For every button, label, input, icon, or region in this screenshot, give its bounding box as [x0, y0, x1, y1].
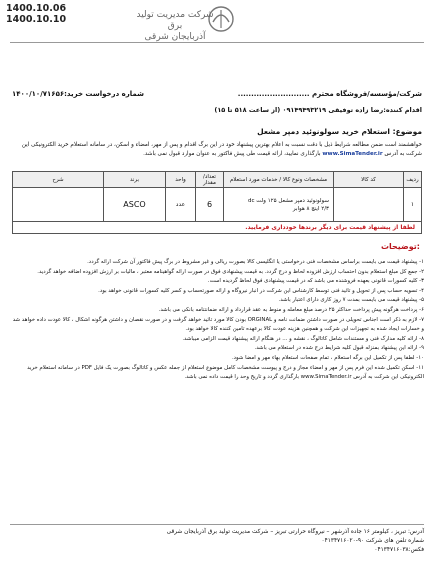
- note-item: ۲- جمع کل مبلغ استعلام بدون احتساب ارزش افزوده لحاظ و درج گردد. به قیمت پیشنهادی فوق در صورت ارائه گواهینامه معتبر ، مالیات بر ارزش افزوده اضافه خواهد گردید.: [37, 268, 424, 275]
- header-description: مشخصات ونوع کالا / خدمات مورد استعلام: [224, 172, 334, 188]
- cell-brand: ASCO: [104, 188, 166, 222]
- note-item: ۱۰- لطفا پس از تکمیل این برگه استعلام ، تمام صفحات استعلام بهاء مهر و امضا شود.: [231, 354, 424, 361]
- note-item: ۱- پیشنهاد قیمت می بایست براساس مشخصات فنی درخواستی یا انگلیسی کالا بصورت ریالی و غیر مشروط در برگ پیش فاکتور آن شرکت ارائه گردد.: [87, 259, 424, 265]
- footer-address: آدرس: تبریز ، کیلومتر ۱۶ جاده آذرشهر – نیروگاه حرارتی تبریز – شرکت مدیریت تولید برق آذربایجان شرقی: [166, 529, 424, 535]
- table-row: [13, 188, 422, 222]
- footer: [10, 524, 424, 555]
- cell-description: سولونوئید دمپر مشعل ۱۲۵ ولت dc ۲/۳ اینچ ۸ هوابر: [224, 188, 334, 222]
- header-divider: [10, 42, 424, 43]
- note-item: ۹- ارائه این پیشنهاد بمنزله قبول کلیه شرایط درج شده در استعلام می باشد.: [254, 345, 424, 352]
- header-brand: برند: [104, 172, 166, 188]
- table-header-row: [13, 172, 422, 188]
- footer-fax: فکس:۰۴۱۳۴۷۱۶۰۳۸: [374, 547, 424, 553]
- header-unit: واحد: [166, 172, 196, 188]
- note-item: ۷- لازم به ذکر است اجناس تحویلی در صورت داشتن ضمانت نامه و ORGINAL بودن کالا مورد تائید خواهد گرفت و در صورت نقصان و داشتن هرگونه اشکال ، کالا عودت داده خواهد شد و خسارات ایجاد شده به تجهیزات این شرکت و همچنین هزینه عودت کالا برعهده تامین کننده کالا خواهد بود.: [12, 316, 424, 333]
- date-1: 1400.10.06: [6, 3, 67, 14]
- notes-title: توضیحات:: [380, 242, 420, 251]
- intro-paragraph: خواهشمند است ضمن مطالعه شرایط ذیل با دقت نسبت به اعلام بهترین پیشنهاد خود در این برگ اقدام و پس از مهر، امضاء و اسکن، در سامانه استعلام خرید الکترونیکی این شرکت به آدرس www.SimaTender.ir بارگذاری نمایید، ارائه قیمت طی پیش فاکتور به عنوان موارد قبول نمی باشد.: [21, 142, 422, 157]
- date-2: 1400.10.10: [6, 14, 67, 25]
- action-officer: اقدام کننده:رضا زاده توفیقی ۰۹۱۴۹۴۹۳۲۱۹ (از ساعت ۵۱۸ تا ۱۵): [214, 106, 422, 114]
- note-item: ۸- ارائه کلیه مدارک فنی و مستندات شامل کاتالوگ ، نقشه و ... در هنگام ارائه پیشنهاد قیمت الزامی میباشد.: [182, 335, 424, 342]
- header-remarks: شرح: [13, 172, 104, 188]
- company-name: شرکت مدیریت تولید برق آذربایجان شرقی: [136, 10, 214, 42]
- cell-code: [334, 188, 404, 222]
- notes-list: [10, 258, 424, 383]
- cell-row-no: ۱: [404, 188, 422, 222]
- note-item: ۳- کلیه کسورات قانونی بعهده فروشنده می باشد که در قیمت پیشنهادی فوق لحاظ گردیده است.: [207, 278, 424, 285]
- recipient-to: شرکت/مؤسسه/فروشگاه محترم ...........................: [237, 90, 422, 98]
- recipient-line: [12, 90, 422, 98]
- note-item: ۴- تسویه حساب پس از تحویل و تائید فنی توسط کارشناس این شرکت در انبار نیروگاه و ارائه صورتحساب و کسر کلیه کسورات قانونی خواهد بود.: [98, 287, 424, 294]
- cell-unit: عدد: [166, 188, 196, 222]
- cell-qty: 6: [196, 188, 224, 222]
- items-table: [12, 171, 422, 234]
- footer-phones: شماره تلفن های شرکت ۹۰-۰۴۱۳۴۷۱۶۰۲۰: [321, 538, 424, 544]
- subject-line: موضوع: استعلام خرید سولونوئید دمپر مشعل: [257, 127, 422, 136]
- table-note-row: [13, 222, 422, 234]
- header-row-no: ردیف: [404, 172, 422, 188]
- note-item: ۶- پرداخت هرگونه پیش پرداخت حداکثر ۲۵ درصد مبلغ معامله و منوط به عقد قرارداد و ارائه ضمانتنامه بانکی می باشد.: [158, 306, 424, 313]
- ad-dates: [6, 3, 66, 25]
- tender-site-link[interactable]: www.SimaTender.ir: [322, 151, 383, 157]
- header-qty: تعداد/مقدار: [196, 172, 224, 188]
- header-code: کد کالا: [334, 172, 404, 188]
- brand-note: لطفا از پیشنهاد قیمت برای دیگر برندها خودداری فرمایید.: [13, 222, 422, 234]
- note-item: ۱۱- اسکن تکمیل شده این فرم پس از مهر و امضاء مجاز و درج و پیوست مشخصات کامل موضوع استعلام از جمله عکس و کاتالوگ بصورت یک فایل PDF در سامانه استعلام خرید الکترونیکی این شرکت به آدرس www.SimaTender.ir بارگذاری گردد و تاریخ وحد را قیمت داده نمی باشد.: [27, 364, 424, 381]
- cell-remarks: [13, 188, 104, 222]
- note-item: ۵- پیشنهاد قیمت می بایست بمدت ۷ روز کاری دارای اعتبار باشد.: [278, 297, 424, 304]
- request-number: شماره درخواست خرید:۱۴۰۰/۱۰/۷۱۶۵۶: [12, 90, 144, 98]
